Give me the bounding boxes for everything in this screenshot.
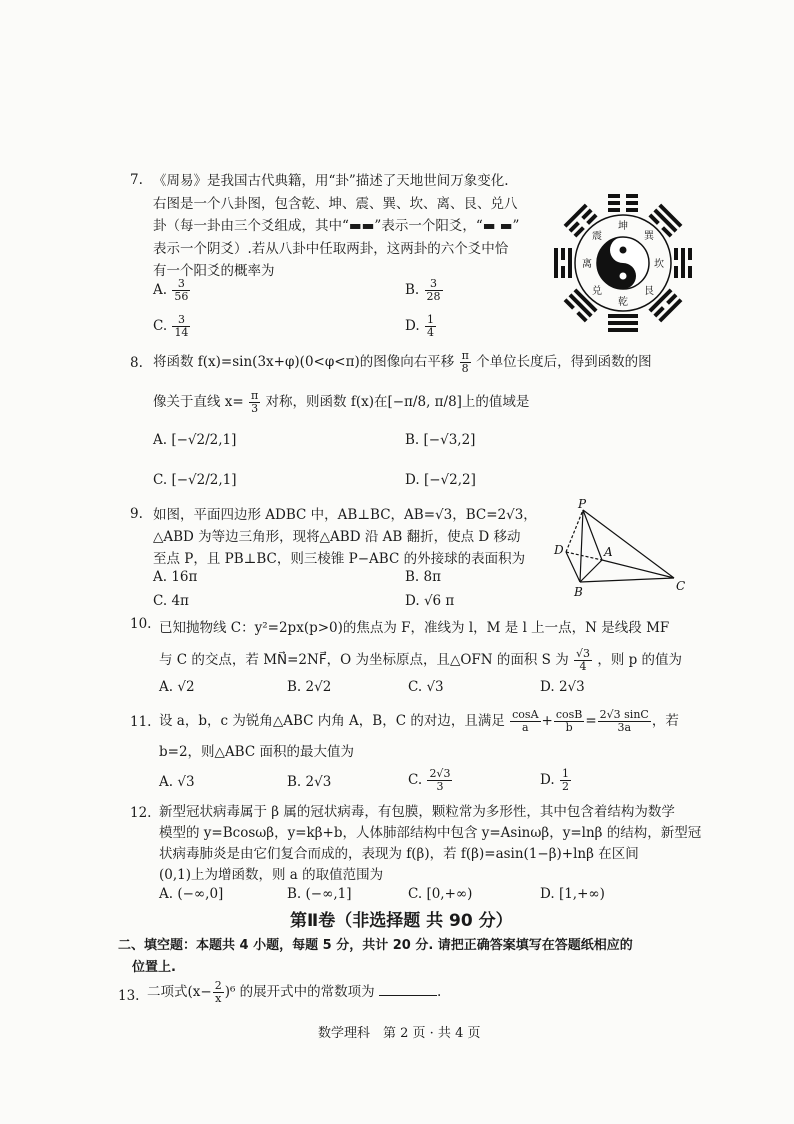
q12-line: (0,1)上为增函数，则 a 的取值范围为 — [159, 867, 384, 883]
trigram-top — [608, 196, 638, 210]
q9-line: 至点 P，且 PB⊥BC，则三棱锥 P−ABC 的外接球的表面积为 — [153, 551, 526, 567]
q7-option-c[interactable]: C. $\frac{3}{14}$ — [153, 313, 189, 339]
q7-option-a[interactable]: A. $\frac{3}{56}$ — [153, 277, 189, 303]
pyramid-figure — [550, 498, 690, 598]
q10-option-d[interactable]: D. 2√3 — [540, 679, 585, 695]
bagua-label: 震 — [592, 231, 602, 242]
q7-option-b[interactable]: B. $\frac{3}{28}$ — [405, 277, 441, 303]
q9-line: △ABD 为等边三角形，现将△ABD 沿 AB 翻折，使点 D 移动 — [153, 529, 521, 545]
q10-line2: 与 C 的交点，若 MN⃗=2NF⃗，O 为坐标原点，且△OFN 的面积 S 为 $\frac{√3}{4}$ ，则 p 的值为 — [159, 647, 683, 673]
q9-number: 9. — [130, 506, 143, 522]
page-footer: 数学理科 第 2 页 · 共 4 页 — [318, 1026, 481, 1041]
q12-option-b[interactable]: B. (−∞,1] — [287, 886, 352, 902]
q7-line: 《周易》是我国古代典籍，用“卦”描述了天地世间万象变化. — [153, 173, 509, 189]
bagua-label: 乾 — [618, 297, 628, 308]
q7-line: 表示一个阴爻）.若从八卦中任取两卦，这两卦的六个爻中恰 — [153, 240, 509, 257]
bagua-label: 兑 — [592, 286, 602, 297]
q7-text — [153, 170, 553, 283]
q13-number: 13. — [118, 988, 140, 1004]
trigram-bottom-right — [650, 290, 681, 321]
q11-option-d[interactable]: D. $\frac{1}{2}$ — [540, 767, 569, 793]
q12-number: 12. — [130, 805, 152, 821]
q8-option-d[interactable]: D. [−√2,2] — [405, 472, 476, 488]
q8-option-c[interactable]: C. [−√2/2,1] — [153, 472, 237, 488]
section-title: 第Ⅱ卷（非选择题 共 90 分） — [290, 911, 513, 931]
q12-text — [159, 802, 719, 886]
point-label: D — [554, 543, 564, 557]
q9-option-c[interactable]: C. 4π — [153, 593, 189, 609]
trigram-bottom — [608, 316, 638, 330]
q8-option-a[interactable]: A. [−√2/2,1] — [153, 432, 237, 448]
q9-text — [153, 504, 573, 570]
yin-yang-icon — [597, 237, 649, 289]
bagua-label: 艮 — [644, 286, 654, 297]
q11-option-a[interactable]: A. √3 — [159, 774, 195, 790]
bagua-label: 离 — [582, 259, 592, 270]
q9-option-b[interactable]: B. 8π — [405, 569, 441, 585]
q12-option-d[interactable]: D. [1,+∞) — [540, 886, 605, 902]
q8-line2: 像关于直线 x= $\frac{\pi}{3}$ 对称，则函数 f(x)在[−π/8, π/8]上的值域是 — [153, 389, 530, 415]
q7-number: 7. — [130, 172, 143, 188]
point-label: B — [574, 585, 583, 598]
q7-option-d[interactable]: D. $\frac{1}{4}$ — [405, 313, 434, 339]
q11-number: 11. — [130, 714, 152, 730]
q8-line1: 将函数 f(x)=sin(3x+φ)(0<φ<π)的图像向右平移 $\frac{\pi}{8}$ 个单位长度后，得到函数的图 — [153, 349, 652, 375]
bagua-label: 巽 — [644, 231, 654, 242]
q10-option-a[interactable]: A. √2 — [159, 679, 195, 695]
trigram-right — [676, 248, 690, 278]
q12-line: 状病毒肺炎是由它们复合而成的，表现为 f(β)，若 f(β)=asin(1−β)+lnβ 在区间 — [159, 846, 639, 862]
trigram-top-right — [650, 205, 681, 236]
q11-line2: b=2，则△ABC 面积的最大值为 — [159, 744, 354, 760]
point-label: C — [676, 579, 686, 593]
q12-option-c[interactable]: C. [0,+∞) — [408, 886, 473, 902]
q9-line: 如图，平面四边形 ADBC 中，AB⊥BC，AB=√3，BC=2√3， — [153, 507, 537, 523]
q10-option-c[interactable]: C. √3 — [408, 679, 444, 695]
bagua-label: 坤 — [618, 221, 628, 232]
answer-blank[interactable] — [379, 983, 437, 996]
q7-line: 有一个阳爻的概率为 — [153, 263, 275, 279]
section-heading: 二、填空题：本题共 4 小题，每题 5 分，共计 20 分. 请把正确答案填写在答题纸相应的 — [118, 938, 633, 953]
q13-text: 二项式(x− $\frac{2}{x}$ )⁶ 的展开式中的常数项为 . — [147, 979, 442, 1005]
q11-option-b[interactable]: B. 2√3 — [287, 774, 332, 790]
q7-line: 右图是一个八卦图，包含乾、坤、震、巽、坎、离、艮、兑八 — [153, 195, 518, 212]
bagua-figure — [548, 188, 698, 338]
q10-line1: 已知抛物线 C：y²=2px(p>0)的焦点为 F，准线为 l，M 是 l 上一点，N 是线段 MF — [159, 620, 670, 636]
point-label: P — [578, 498, 587, 511]
q12-line: 模型的 y=Bcosωβ，y=kβ+b，人体肺部结构中包含 y=Asinωβ，y=lnβ 的结构，新型冠 — [159, 825, 702, 841]
q9-option-d[interactable]: D. √6 π — [405, 593, 455, 609]
bagua-label: 坎 — [654, 259, 664, 270]
q11-line1: 设 a，b，c 为锐角△ABC 内角 A，B，C 的对边，且满足 $\frac{\cos A}{a}$ + $\frac{\cos B}{b}$ = $\frac{2√3 \sin C}{3a}$ ，若 — [159, 708, 679, 734]
q12-option-a[interactable]: A. (−∞,0] — [159, 886, 224, 902]
q10-number: 10. — [130, 616, 152, 632]
trigram-left — [556, 248, 570, 278]
q10-option-b[interactable]: B. 2√2 — [287, 679, 332, 695]
q9-option-a[interactable]: A. 16π — [153, 569, 198, 585]
q8-option-b[interactable]: B. [−√3,2] — [405, 432, 476, 448]
q7-line: 卦（每一卦由三个爻组成，其中“▬▬”表示一个阳爻，“▬ ▬” — [153, 218, 520, 234]
q12-line: 新型冠状病毒属于 β 属的冠状病毒，有包膜，颗粒常为多形性，其中包含着结构为数学 — [159, 804, 675, 820]
section-heading-cont: 位置上. — [132, 960, 176, 975]
point-label: A — [604, 545, 613, 559]
q11-option-c[interactable]: C. $\frac{2√3}{3}$ — [408, 767, 451, 793]
q8-number: 8. — [130, 355, 143, 371]
